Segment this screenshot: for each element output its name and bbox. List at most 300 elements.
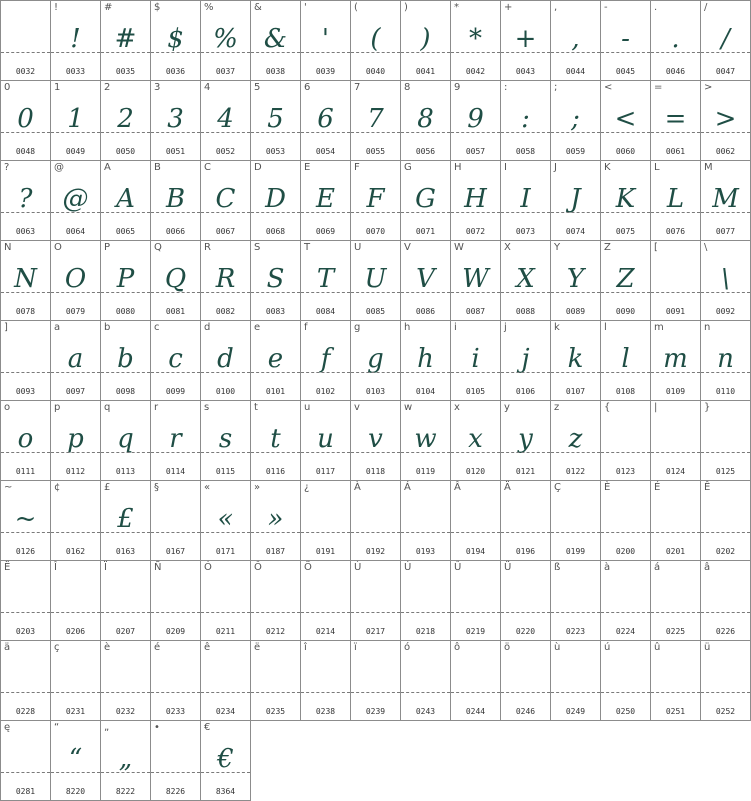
glyph-code: 0238 — [315, 707, 336, 716]
baseline-guide — [351, 52, 400, 53]
glyph-code: 0071 — [415, 227, 436, 236]
baseline-guide — [151, 52, 200, 53]
glyph-code: 0209 — [165, 627, 186, 636]
glyph-cell — [51, 161, 101, 241]
glyph-cell-label: ! — [54, 2, 59, 13]
glyph-cell-label: J — [554, 162, 557, 173]
glyph-cell — [701, 1, 751, 81]
glyph-cell-label: # — [104, 2, 113, 13]
glyph-sample: 6 — [317, 104, 334, 134]
glyph-cell-label: à — [604, 562, 611, 573]
glyph-cell — [151, 161, 201, 241]
glyph-code: 0281 — [15, 787, 36, 796]
baseline-guide — [1, 612, 50, 613]
glyph-cell — [251, 241, 301, 321]
glyph-sample — [701, 577, 750, 621]
glyph-cell — [351, 1, 401, 81]
baseline-guide — [51, 532, 100, 533]
glyph-cell-label: o — [4, 402, 11, 413]
baseline-guide — [451, 532, 500, 533]
baseline-guide — [101, 212, 150, 213]
glyph-cell — [551, 1, 601, 81]
baseline-guide — [1, 452, 50, 453]
glyph-cell — [551, 241, 601, 321]
glyph-sample: K — [615, 184, 636, 214]
glyph-code: 0103 — [365, 387, 386, 396]
glyph-sample: , — [571, 24, 580, 54]
glyph-cell — [651, 241, 701, 321]
baseline-guide — [251, 372, 300, 373]
baseline-guide — [1, 212, 50, 213]
glyph-sample: r — [169, 424, 182, 454]
glyph-sample — [151, 577, 200, 621]
glyph-code: 0052 — [215, 147, 236, 156]
baseline-guide — [551, 212, 600, 213]
baseline-guide — [151, 132, 200, 133]
glyph-sample — [251, 577, 300, 621]
glyph-sample — [301, 497, 350, 541]
glyph-cell — [451, 481, 501, 561]
baseline-guide — [501, 132, 550, 133]
glyph-cell-label: Ö — [304, 562, 312, 573]
baseline-guide — [451, 212, 500, 213]
glyph-sample: o — [17, 424, 34, 454]
glyph-cell — [501, 641, 551, 721]
glyph-cell — [451, 1, 501, 81]
glyph-cell-label: : — [504, 82, 508, 93]
glyph-cell-label: À — [354, 482, 361, 493]
glyph-cell — [451, 401, 501, 481]
baseline-guide — [251, 532, 300, 533]
glyph-sample — [151, 497, 200, 541]
glyph-code: 0108 — [615, 387, 636, 396]
glyph-cell — [601, 481, 651, 561]
baseline-guide — [51, 692, 100, 693]
baseline-guide — [451, 452, 500, 453]
glyph-cell-label: D — [254, 162, 262, 173]
glyph-sample: « — [217, 504, 234, 534]
glyph-sample: k — [567, 344, 584, 374]
baseline-guide — [551, 52, 600, 53]
glyph-cell-label: 1 — [54, 82, 61, 93]
glyph-cell — [1, 1, 51, 81]
glyph-cell-label: i — [454, 322, 457, 333]
glyph-cell — [251, 1, 301, 81]
glyph-cell-label: 2 — [104, 82, 111, 93]
baseline-guide — [101, 372, 150, 373]
glyph-code: 0211 — [215, 627, 236, 636]
glyph-sample: & — [263, 24, 288, 54]
glyph-cell — [651, 81, 701, 161]
glyph-code: 0162 — [65, 547, 86, 556]
baseline-guide — [551, 612, 600, 613]
glyph-cell-label: ę — [4, 722, 11, 733]
glyph-code: 0102 — [315, 387, 336, 396]
glyph-cell — [601, 321, 651, 401]
glyph-code: 0243 — [415, 707, 436, 716]
glyph-cell — [1, 641, 51, 721]
baseline-guide — [701, 372, 750, 373]
glyph-sample: W — [462, 264, 489, 294]
glyph-code: 0126 — [15, 547, 36, 556]
glyph-cell-label: » — [254, 482, 261, 493]
baseline-guide — [301, 452, 350, 453]
baseline-guide — [651, 292, 700, 293]
baseline-guide — [301, 132, 350, 133]
glyph-cell — [1, 241, 51, 321]
glyph-code: 0098 — [115, 387, 136, 396]
baseline-guide — [401, 52, 450, 53]
baseline-guide — [701, 52, 750, 53]
baseline-guide — [401, 452, 450, 453]
glyph-cell-label: Ó — [204, 562, 212, 573]
glyph-cell-label: & — [254, 2, 262, 13]
glyph-cell — [251, 561, 301, 641]
glyph-sample: V — [416, 264, 435, 294]
baseline-guide — [701, 132, 750, 133]
glyph-cell-label: M — [704, 162, 713, 173]
glyph-sample: $ — [167, 24, 184, 54]
baseline-guide — [501, 692, 550, 693]
glyph-code: 0196 — [515, 547, 536, 556]
glyph-code: 0113 — [115, 467, 136, 476]
glyph-sample: : — [521, 104, 530, 134]
glyph-cell — [201, 321, 251, 401]
baseline-guide — [351, 132, 400, 133]
glyph-code: 0101 — [265, 387, 286, 396]
baseline-guide — [101, 772, 150, 773]
baseline-guide — [701, 532, 750, 533]
glyph-cell-label: ' — [304, 2, 307, 13]
glyph-sample: F — [366, 184, 385, 214]
glyph-sample: 9 — [467, 104, 484, 134]
glyph-sample — [351, 657, 400, 701]
glyph-cell-label: v — [354, 402, 360, 413]
glyph-cell — [351, 161, 401, 241]
glyph-cell — [151, 641, 201, 721]
glyph-code: 0051 — [165, 147, 186, 156]
glyph-cell — [351, 561, 401, 641]
glyph-cell-label: S — [254, 242, 261, 253]
glyph-cell — [651, 1, 701, 81]
baseline-guide — [151, 772, 200, 773]
baseline-guide — [1, 372, 50, 373]
glyph-code: 0246 — [515, 707, 536, 716]
baseline-guide — [551, 692, 600, 693]
glyph-cell-label: 4 — [204, 82, 211, 93]
glyph-code: 8222 — [115, 787, 136, 796]
glyph-cell-label: z — [554, 402, 560, 413]
glyph-code: 0233 — [165, 707, 186, 716]
glyph-cell — [551, 81, 601, 161]
glyph-sample: 8 — [417, 104, 434, 134]
baseline-guide — [201, 292, 250, 293]
glyph-cell — [701, 481, 751, 561]
glyph-cell-label: X — [504, 242, 511, 253]
baseline-guide — [601, 292, 650, 293]
glyph-sample: d — [217, 344, 234, 374]
glyph-code: 0041 — [415, 67, 436, 76]
baseline-guide — [651, 692, 700, 693]
glyph-code: 0118 — [365, 467, 386, 476]
glyph-code: 0239 — [365, 707, 386, 716]
glyph-code: 0045 — [615, 67, 636, 76]
glyph-cell-label: @ — [54, 162, 64, 173]
baseline-guide — [351, 292, 400, 293]
glyph-cell-label: , — [554, 2, 558, 13]
glyph-sample — [1, 577, 50, 621]
glyph-sample: “ — [68, 744, 83, 774]
glyph-code: 0061 — [665, 147, 686, 156]
glyph-sample: M — [712, 184, 739, 214]
glyph-code: 0050 — [115, 147, 136, 156]
glyph-sample: f — [320, 344, 331, 374]
glyph-code: 0123 — [615, 467, 636, 476]
glyph-cell — [101, 81, 151, 161]
glyph-code: 0105 — [465, 387, 486, 396]
baseline-guide — [651, 372, 700, 373]
glyph-code: 0203 — [15, 627, 36, 636]
glyph-cell — [1, 561, 51, 641]
glyph-cell — [501, 481, 551, 561]
glyph-cell — [401, 321, 451, 401]
glyph-cell-label: é — [154, 642, 161, 653]
glyph-cell — [51, 1, 101, 81]
glyph-sample: \ — [721, 264, 730, 294]
glyph-cell — [101, 321, 151, 401]
glyph-cell — [151, 1, 201, 81]
glyph-cell-label: c — [154, 322, 160, 333]
glyph-cell — [201, 641, 251, 721]
baseline-guide — [101, 692, 150, 693]
glyph-cell — [101, 161, 151, 241]
baseline-guide — [201, 212, 250, 213]
glyph-code: 0251 — [665, 707, 686, 716]
glyph-code: 0069 — [315, 227, 336, 236]
glyph-code: 0042 — [465, 67, 486, 76]
glyph-sample — [701, 497, 750, 541]
glyph-sample — [551, 497, 600, 541]
glyph-code: 0225 — [665, 627, 686, 636]
baseline-guide — [201, 52, 250, 53]
glyph-sample: X — [516, 264, 535, 294]
glyph-cell — [251, 161, 301, 241]
glyph-cell — [151, 241, 201, 321]
glyph-sample: - — [621, 24, 630, 54]
baseline-guide — [351, 692, 400, 693]
glyph-cell-label: < — [604, 82, 613, 93]
glyph-cell — [301, 161, 351, 241]
glyph-sample: * — [469, 24, 482, 54]
glyph-cell — [651, 641, 701, 721]
glyph-sample — [451, 657, 500, 701]
baseline-guide — [601, 532, 650, 533]
glyph-sample: ) — [420, 24, 431, 54]
glyph-cell — [251, 401, 301, 481]
glyph-cell-label: ü — [704, 642, 711, 653]
glyph-sample — [551, 577, 600, 621]
glyph-code: 0048 — [15, 147, 36, 156]
glyph-sample: u — [317, 424, 334, 454]
baseline-guide — [1, 52, 50, 53]
glyph-cell-label: l — [604, 322, 607, 333]
glyph-cell — [351, 81, 401, 161]
glyph-cell — [101, 641, 151, 721]
glyph-cell — [101, 721, 151, 801]
baseline-guide — [451, 372, 500, 373]
baseline-guide — [651, 452, 700, 453]
glyph-sample — [601, 577, 650, 621]
glyph-code: 0199 — [565, 547, 586, 556]
glyph-cell — [51, 81, 101, 161]
glyph-cell — [401, 401, 451, 481]
glyph-code: 0079 — [65, 307, 86, 316]
glyph-cell — [501, 401, 551, 481]
glyph-sample: % — [213, 24, 238, 54]
glyph-code: 0124 — [665, 467, 686, 476]
glyph-cell-label: ß — [554, 562, 561, 573]
glyph-cell-label: P — [104, 242, 111, 253]
glyph-cell — [401, 641, 451, 721]
glyph-cell — [351, 641, 401, 721]
glyph-code: 0163 — [115, 547, 136, 556]
glyph-cell — [101, 481, 151, 561]
glyph-cell — [401, 241, 451, 321]
glyph-cell — [351, 481, 401, 561]
glyph-code: 0100 — [215, 387, 236, 396]
baseline-guide — [201, 452, 250, 453]
glyph-code: 0059 — [565, 147, 586, 156]
glyph-code: 8226 — [165, 787, 186, 796]
glyph-sample: 4 — [217, 104, 234, 134]
glyph-cell-label: s — [204, 402, 210, 413]
glyph-cell-label: - — [604, 2, 608, 13]
glyph-code: 0046 — [665, 67, 686, 76]
glyph-cell — [401, 481, 451, 561]
glyph-cell — [651, 401, 701, 481]
glyph-sample: . — [671, 24, 680, 54]
glyph-cell-label: L — [654, 162, 660, 173]
glyph-cell — [601, 641, 651, 721]
glyph-cell — [601, 161, 651, 241]
glyph-cell — [401, 161, 451, 241]
glyph-sample: G — [415, 184, 436, 214]
glyph-code: 0078 — [15, 307, 36, 316]
glyph-sample — [101, 577, 150, 621]
glyph-cell-label: ö — [504, 642, 511, 653]
glyph-cell-label: 9 — [454, 82, 461, 93]
glyph-code: 0032 — [15, 67, 36, 76]
glyph-cell-label: ) — [404, 2, 408, 13]
glyph-sample: ' — [321, 24, 330, 54]
glyph-code: 0074 — [565, 227, 586, 236]
glyph-cell-label: m — [654, 322, 664, 333]
glyph-code: 0167 — [165, 547, 186, 556]
glyph-cell-label: j — [504, 322, 507, 333]
glyph-sample: N — [14, 264, 37, 294]
glyph-code: 0043 — [515, 67, 536, 76]
glyph-cell-label: d — [204, 322, 211, 333]
glyph-cell — [601, 1, 651, 81]
glyph-sample: a — [67, 344, 84, 374]
glyph-sample: A — [116, 184, 135, 214]
baseline-guide — [501, 52, 550, 53]
glyph-sample — [351, 497, 400, 541]
glyph-cell — [201, 81, 251, 161]
glyph-cell — [551, 481, 601, 561]
glyph-cell — [1, 481, 51, 561]
baseline-guide — [101, 52, 150, 53]
glyph-code: 0220 — [515, 627, 536, 636]
baseline-guide — [201, 612, 250, 613]
glyph-sample — [51, 657, 100, 701]
glyph-cell — [701, 561, 751, 641]
baseline-guide — [451, 52, 500, 53]
baseline-guide — [301, 212, 350, 213]
baseline-guide — [151, 692, 200, 693]
glyph-cell-label: H — [454, 162, 462, 173]
baseline-guide — [201, 132, 250, 133]
glyph-code: 0039 — [315, 67, 336, 76]
glyph-code: 0044 — [565, 67, 586, 76]
glyph-code: 0226 — [715, 627, 736, 636]
glyph-sample — [201, 657, 250, 701]
glyph-sample — [651, 257, 700, 301]
baseline-guide — [601, 132, 650, 133]
glyph-code: 0114 — [165, 467, 186, 476]
glyph-code: 0119 — [415, 467, 436, 476]
glyph-cell-label: ç — [54, 642, 60, 653]
glyph-sample: 3 — [167, 104, 184, 134]
glyph-code: 0218 — [415, 627, 436, 636]
glyph-cell-label: Q — [154, 242, 162, 253]
glyph-code: 0223 — [565, 627, 586, 636]
glyph-cell-label: k — [554, 322, 560, 333]
baseline-guide — [251, 212, 300, 213]
glyph-cell — [51, 561, 101, 641]
glyph-cell-label: Ù — [354, 562, 362, 573]
baseline-guide — [701, 292, 750, 293]
glyph-cell — [551, 561, 601, 641]
glyph-sample: H — [464, 184, 487, 214]
glyph-cell — [151, 721, 201, 801]
glyph-cell-label: V — [404, 242, 411, 253]
glyph-code: 0055 — [365, 147, 386, 156]
glyph-sample: b — [117, 344, 134, 374]
baseline-guide — [551, 532, 600, 533]
baseline-guide — [301, 612, 350, 613]
glyph-sample: I — [520, 184, 531, 214]
baseline-guide — [601, 212, 650, 213]
baseline-guide — [51, 612, 100, 613]
glyph-code: 0122 — [565, 467, 586, 476]
baseline-guide — [301, 52, 350, 53]
baseline-guide — [501, 532, 550, 533]
glyph-code: 0081 — [165, 307, 186, 316]
glyph-code: 0067 — [215, 227, 236, 236]
baseline-guide — [351, 612, 400, 613]
glyph-sample: „ — [118, 744, 133, 774]
baseline-guide — [551, 452, 600, 453]
glyph-sample: > — [714, 104, 737, 134]
glyph-cell-label: ~ — [4, 482, 13, 493]
baseline-guide — [1, 292, 50, 293]
baseline-guide — [351, 212, 400, 213]
baseline-guide — [301, 372, 350, 373]
glyph-cell — [51, 641, 101, 721]
glyph-cell-label: ä — [4, 642, 11, 653]
glyph-cell-label: n — [704, 322, 711, 333]
